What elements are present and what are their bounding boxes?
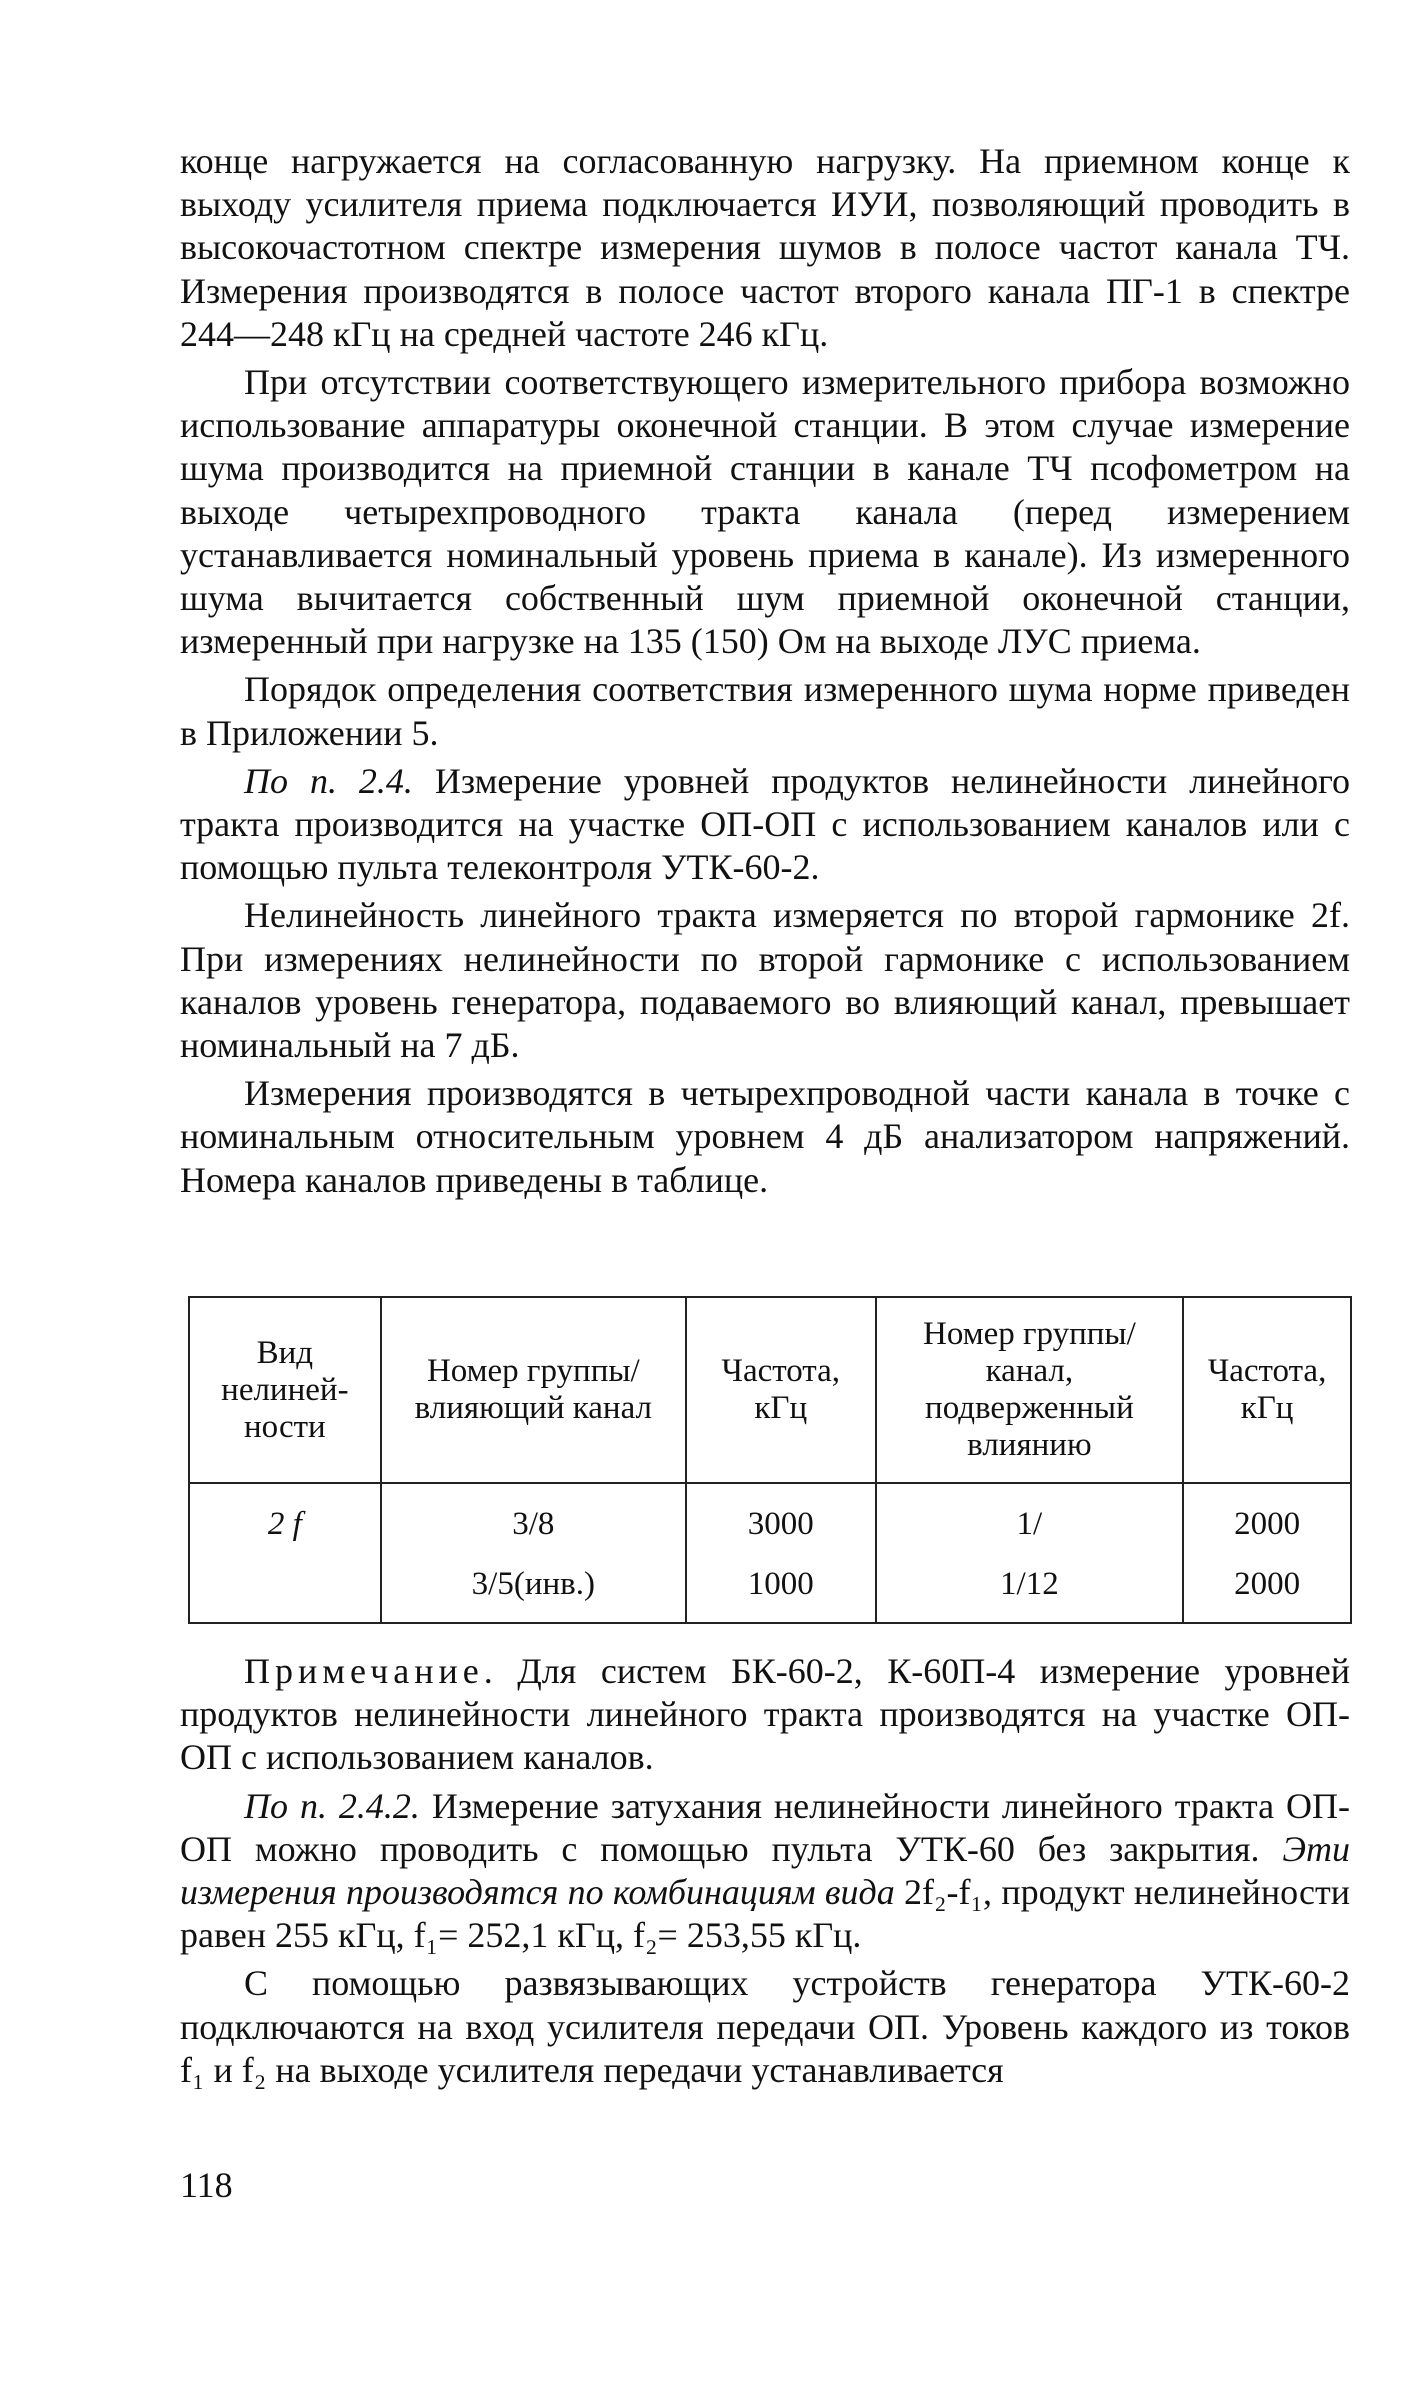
paragraph-section-2-4 xyxy=(180,760,1350,890)
page-number: 118 xyxy=(180,2165,233,2205)
table-note xyxy=(180,1650,1350,1780)
page-body xyxy=(180,140,1350,1207)
table-cell: 2000 xyxy=(1183,1554,1351,1623)
page-body-lower xyxy=(180,1650,1350,2097)
paragraph: Измерения производятся в четырехпроводной части канала в точке с номинальным относительным уровнем 4 дБ анализатором напряжений. Номера каналов приведены в таблице. xyxy=(180,1073,1350,1200)
paragraph-section-2-4-2 xyxy=(180,1785,1350,1958)
paragraph: С помощью развязывающих устройств генератора УТК-60-2 подключаются на вход усилителя передачи ОП. Уровень каждого из токов f₁ и f₂ на выходе усилителя передачи устанавливается xyxy=(180,1963,1350,2090)
table-row xyxy=(189,1483,1351,1554)
table-cell: 3000 xyxy=(686,1483,876,1554)
table-header-cell: Вид нелинейности xyxy=(189,1297,381,1483)
section-ref: По п. 2.4.2. xyxy=(244,1785,420,1826)
table-cell: 3/5(инв.) xyxy=(381,1554,686,1623)
paragraph-text: Измерение затухания нелинейности линейного тракта ОП-ОП можно проводить с помощью пульта УТК-60 без закрытия. xyxy=(180,1785,1350,1869)
paragraph: Нелинейность линейного тракта измеряется по второй гармонике 2f. При измерениях нелинейности по второй гармонике с использованием каналов уровень генератора, подаваемого во влияющий канал, превышает номинальный на 7 дБ. xyxy=(180,895,1350,1066)
table-cell: 1/ xyxy=(876,1483,1184,1554)
paragraph-text: Измерение уровней продуктов нелинейности линейного тракта производится на участке ОП-ОП с использованием каналов или с помощью пульта телеконтроля УТК-60-2. xyxy=(180,760,1351,888)
channels-table xyxy=(188,1296,1352,1624)
note-text: . Для систем БК-60-2, К-60П-4 измерение уровней продуктов нелинейности линейного тракта производятся на участке ОП-ОП с использованием каналов. xyxy=(180,1651,1350,1778)
note-label: Примечание xyxy=(244,1651,484,1691)
table-cell xyxy=(189,1554,381,1623)
table-cell: 1/12 xyxy=(876,1554,1184,1623)
table-header-row xyxy=(189,1297,1351,1483)
paragraph-text-italic: Эти измерения производятся по комбинациям вида xyxy=(180,1828,1350,1913)
table-header-cell: Частота, кГц xyxy=(686,1297,876,1483)
table-header-cell: Номер группы/ канал, подверженный влиянию xyxy=(876,1297,1184,1483)
paragraph: Порядок определения соответствия измеренного шума норме приведен в Приложении 5. xyxy=(180,669,1350,753)
paragraph: При отсутствии соответствующего измерительного прибора возможно использование аппаратуры оконечной станции. В этом случае измерение шума производится на приемной станции в канале ТЧ псофометром на выходе четырехпроводного тракта канала (перед измерением устанавливается номинальный уровень приема в канале). Из измеренного шума вычитается собственный шум приемной оконечной станции, измеренный при нагрузке на 135 (150) Ом на выходе ЛУС приема. xyxy=(180,362,1350,662)
table-header-cell: Номер группы/ влияющий канал xyxy=(381,1297,686,1483)
section-ref: По п. 2.4. xyxy=(244,760,413,801)
paragraph: конце нагружается на согласованную нагрузку. На приемном конце к выходу усилителя приема подключается ИУИ, позволяющий проводить в высокочастотном спектре измерения шумов в полосе частот канала ТЧ. Измерения производятся в полосе частот второго канала ПГ-1 в спектре 244—248 кГц на средней частоте 246 кГц. xyxy=(180,141,1350,354)
table-header-cell: Частота, кГц xyxy=(1183,1297,1351,1483)
table-cell: 2 f xyxy=(189,1483,381,1554)
table-cell: 1000 xyxy=(686,1554,876,1623)
table-cell: 2000 xyxy=(1183,1483,1351,1554)
paragraph-text: 2f₂-f₁, продукт нелинейности равен 255 кГц, f₁= 252,1 кГц, f₂= 253,55 кГц. xyxy=(180,1872,1351,1956)
table-cell: 3/8 xyxy=(381,1483,686,1554)
table-row xyxy=(189,1554,1351,1623)
